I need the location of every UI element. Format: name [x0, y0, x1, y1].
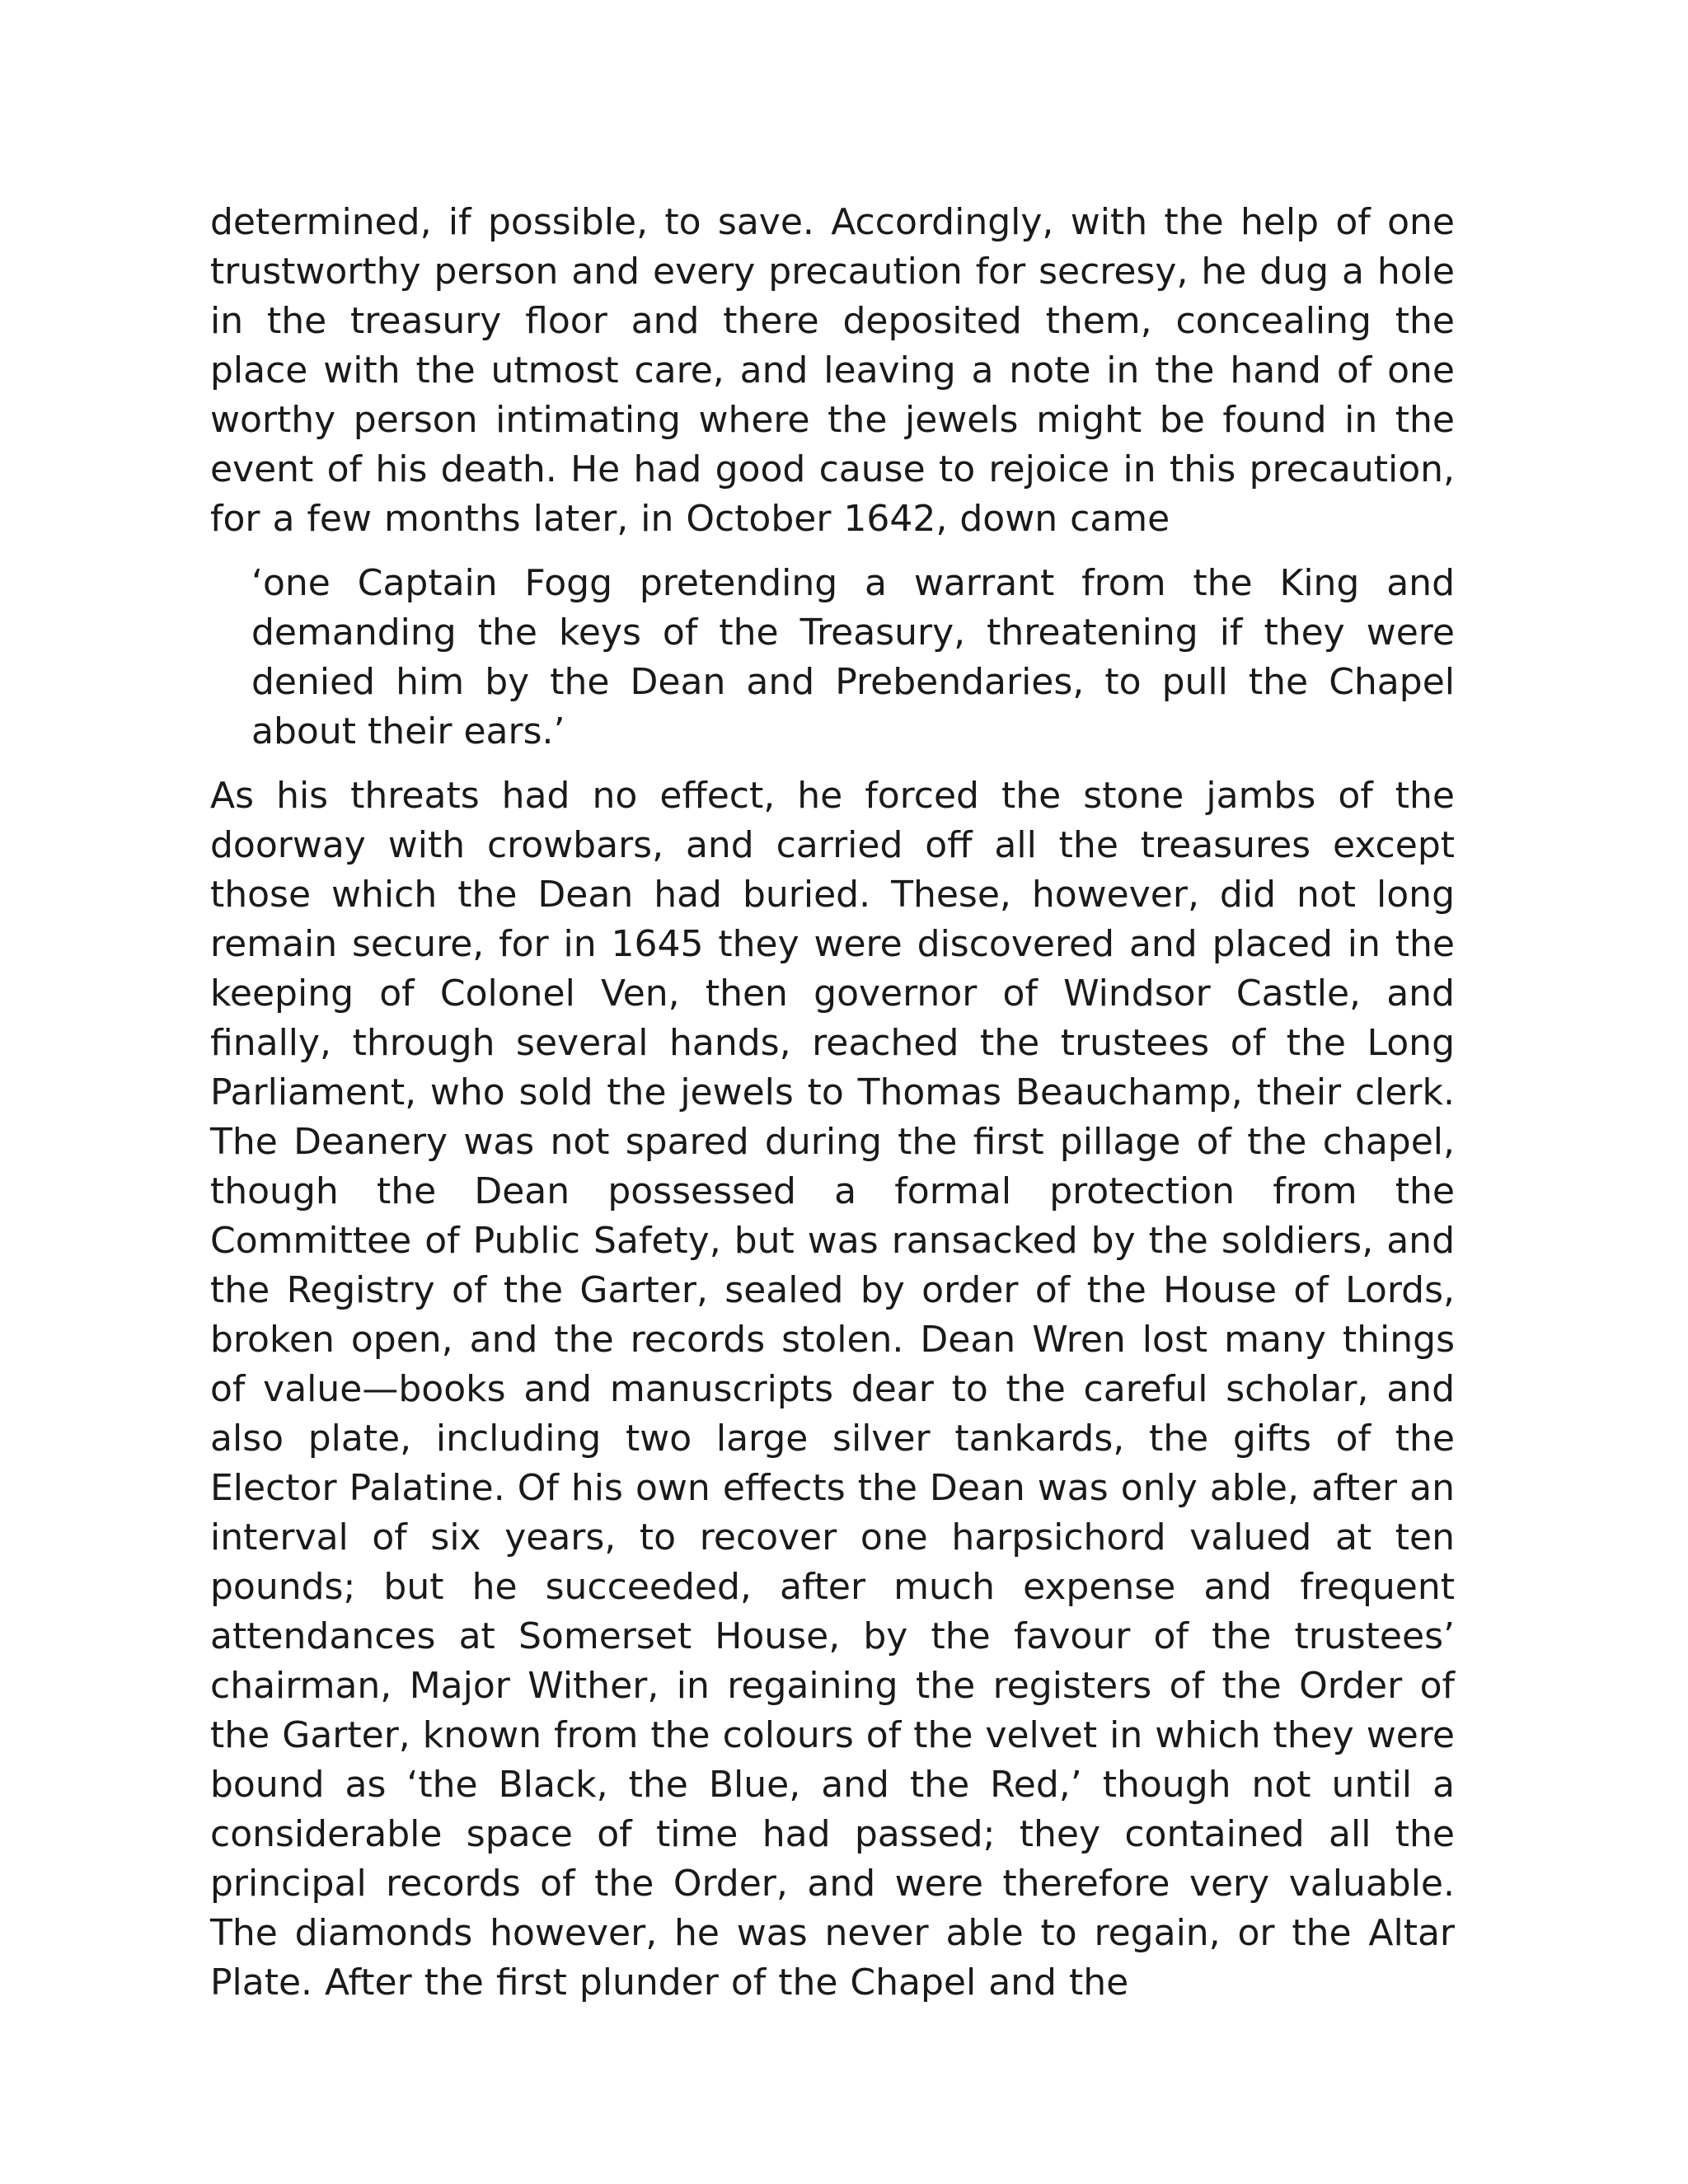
page-body — [210, 198, 1455, 2008]
body-paragraph-2: As his threats had no effect, he forced the stone jambs of the doorway with crowbars, and carried off all the treasures except those which the Dean had buried. These, however, did not long remain secure, for in 1645 they were discovered and placed in the keeping of Colonel Ven, then governor of Windsor Castle, and finally, through several hands, reached the trustees of the Long Parliament, who sold the jewels to Thomas Beauchamp, their clerk. The Deanery was not spared during the first pillage of the chapel, though the Dean possessed a formal protection from the Committee of Public Safety, but was ransacked by the soldiers, and the Registry of the Garter, sealed by order of the House of Lords, broken open, and the records stolen. Dean Wren lost many things of value—books and manuscripts dear to the careful scholar, and also plate, including two large silver tankards, the gifts of the Elector Palatine. Of his own effects the Dean was only able, after an interval of six years, to recover one harpsichord valued at ten pounds; but he succeeded, after much expense and frequent attendances at Somerset House, by the favour of the trustees’ chairman, Major Wither, in regaining the registers of the Order of the Garter, known from the colours of the velvet in which they were bound as ‘the Black, the Blue, and the Red,’ though not until a considerable space of time had passed; they contained all the principal records of the Order, and were therefore very valuable. The diamonds however, he was never able to regain, or the Altar Plate. After the first plunder of the Chapel and the — [210, 775, 1455, 2004]
body-paragraph-1: determined, if possible, to save. Accordingly, with the help of one trustworthy person and every precaution for secresy, he dug a hole in the treasury floor and there deposited them, concealing the place with the utmost care, and leaving a note in the hand of one worthy person intimating where the jewels might be found in the event of his death. He had good cause to rejoice in this precaution, for a few months later, in October 1642, down came — [210, 201, 1455, 540]
block-quote: ‘one Captain Fogg pretending a warrant from the King and demanding the keys of the Treasury, threatening if they were denied him by the Dean and Prebendaries, to pull the Chapel about their ears.’ — [251, 562, 1455, 752]
